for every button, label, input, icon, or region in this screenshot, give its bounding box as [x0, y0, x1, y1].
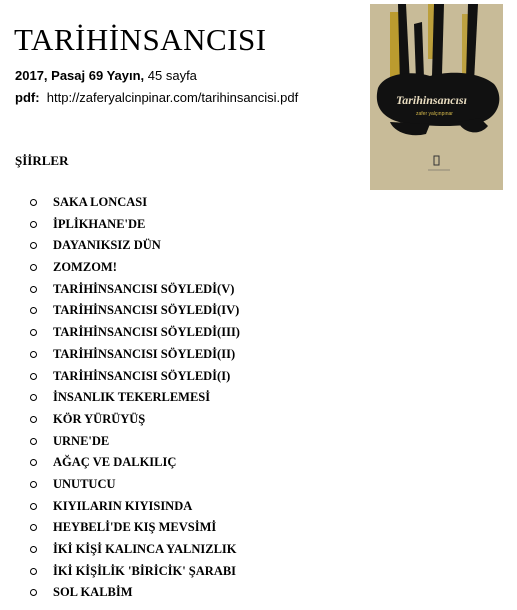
circle-bullet-icon [30, 481, 37, 488]
poem-title: İNSANLIK TEKERLEMESİ [53, 390, 211, 405]
circle-bullet-icon [30, 221, 37, 228]
poem-title: KIYILARIN KIYISINDA [53, 498, 193, 513]
page-count: 45 sayfa [144, 68, 197, 83]
circle-bullet-icon [30, 373, 37, 380]
poem-title: SOL KALBİM [53, 585, 133, 600]
poem-title: İKİ KİŞİ KALINCA YALNIZLIK [53, 542, 237, 556]
publication-info [15, 68, 197, 83]
circle-bullet-icon [30, 416, 37, 423]
book-cover-image [370, 4, 503, 190]
poem-title: SAKA LONCASI [53, 195, 148, 209]
poem-title: DAYANIKSIZ DÜN [53, 238, 161, 253]
cover-art [370, 4, 503, 190]
section-heading: ŞİİRLER [15, 153, 69, 168]
poem-title: KÖR YÜRÜYÜŞ [53, 411, 146, 426]
poem-title: TARİHİNSANCISI SÖYLEDİ(V) [53, 281, 235, 296]
book-title: TARİHİNSANCISI [14, 22, 267, 57]
circle-bullet-icon [30, 307, 37, 314]
circle-bullet-icon [30, 546, 37, 553]
poem-title: HEYBELİ'DE KIŞ MEVSİMİ [53, 520, 217, 535]
circle-bullet-icon [30, 351, 37, 358]
pdf-label: pdf: [15, 90, 40, 105]
circle-bullet-icon [30, 503, 37, 510]
circle-bullet-icon [30, 524, 37, 531]
poem-title: ZOMZOM! [53, 260, 117, 275]
poem-title: TARİHİNSANCISI SÖYLEDİ(II) [53, 346, 236, 361]
cover-title: Tarihinsancısı [396, 93, 467, 107]
poem-title: TARİHİNSANCISI SÖYLEDİ(III) [53, 325, 240, 340]
poem-title: UNUTUCU [53, 476, 116, 491]
poem-title: İPLİKHANE'DE [53, 216, 146, 231]
circle-bullet-icon [30, 242, 37, 249]
circle-bullet-icon [30, 329, 37, 336]
poem-title: TARİHİNSANCISI SÖYLEDİ(I) [53, 368, 231, 383]
circle-bullet-icon [30, 264, 37, 271]
circle-bullet-icon [30, 568, 37, 575]
pdf-line [15, 90, 298, 105]
circle-bullet-icon [30, 286, 37, 293]
publication-year-publisher: 2017, Pasaj 69 Yayın, [15, 68, 145, 83]
circle-bullet-icon [30, 438, 37, 445]
cover-author: zafer yalçınpınar [416, 111, 453, 117]
circle-bullet-icon [30, 394, 37, 401]
poem-title: AĞAÇ VE DALKILIÇ [53, 455, 177, 470]
circle-bullet-icon [30, 199, 37, 206]
circle-bullet-icon [30, 459, 37, 466]
poem-title: URNE'DE [53, 433, 110, 448]
poem-title: TARİHİNSANCISI SÖYLEDİ(IV) [53, 303, 240, 318]
circle-bullet-icon [30, 589, 37, 596]
pdf-link[interactable]: http://zaferyalcinpinar.com/tarihinsancisi.pdf [46, 90, 299, 105]
poem-title: İKİ KİŞİLİK 'BİRİCİK' ŞARABI [53, 563, 237, 578]
